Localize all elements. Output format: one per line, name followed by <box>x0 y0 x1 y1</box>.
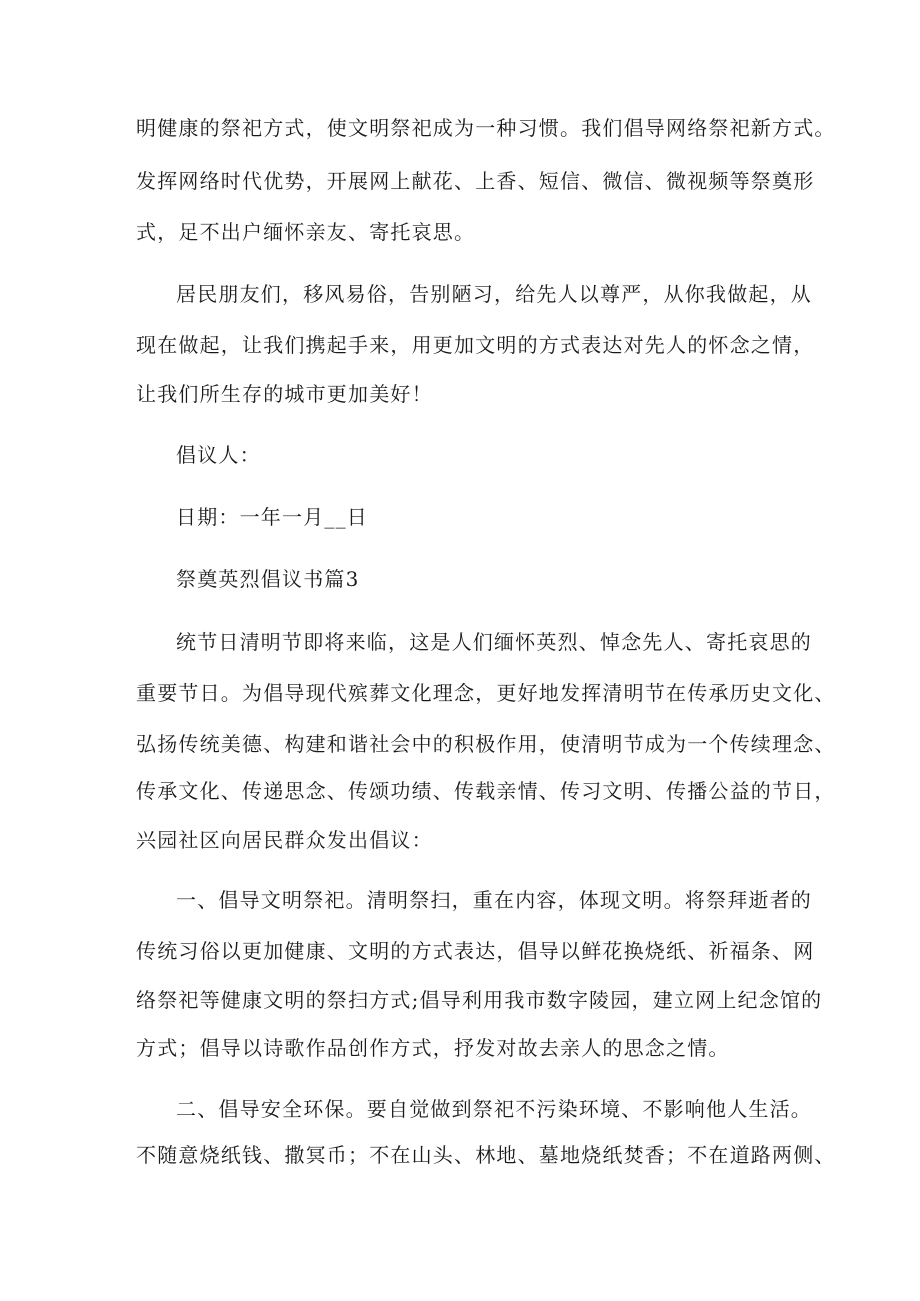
text-line: 络祭祀等健康文明的祭扫方式;倡导利用我市数字陵园，建立网上纪念馆的 <box>136 988 823 1012</box>
text-line: 现在做起，让我们携起手来，用更加文明的方式表达对先人的怀念之情， <box>136 333 815 357</box>
text-line: 不随意烧纸钱、撒冥币；不在山头、林地、墓地烧纸焚香；不在道路两侧、 <box>136 1143 836 1167</box>
text-line: 居民朋友们，移风易俗，告别陋习，给先人以尊严，从你我做起，从 <box>176 282 812 306</box>
text-line: 明健康的祭祀方式，使文明祭祀成为一种习惯。我们倡导网络祭祀新方式。 <box>136 116 836 140</box>
text-line: 弘扬传统美德、构建和谐社会中的积极作用，使清明节成为一个传续理念、 <box>136 732 836 756</box>
text-line: 统节日清明节即将来临，这是人们缅怀英烈、悼念先人、寄托哀思的 <box>176 630 812 654</box>
text-line: 让我们所生存的城市更加美好！ <box>136 382 433 406</box>
text-line: 传承文化、传递思念、传颂功绩、传载亲情、传习文明、传播公益的节日， <box>136 779 836 803</box>
text-line: 发挥网络时代优势，开展网上献花、上香、短信、微信、微视频等祭奠形 <box>136 169 815 193</box>
text-line: 方式；倡导以诗歌作品创作方式，抒发对故去亲人的思念之情。 <box>136 1036 730 1060</box>
text-line: 重要节日。为倡导现代殡葬文化理念，更好地发挥清明节在传承历史文化、 <box>136 681 836 705</box>
text-line: 兴园社区向居民群众发出倡议： <box>136 828 433 852</box>
text-line: 一、倡导文明祭祀。清明祭扫，重在内容，体现文明。将祭拜逝者的 <box>176 888 812 912</box>
date-line: 日期：一年一月__日 <box>176 505 368 529</box>
text-line: 传统习俗以更加健康、文明的方式表达，倡导以鲜花换烧纸、祈福条、网 <box>136 939 815 963</box>
text-line: 二、倡导安全环保。要自觉做到祭祀不污染环境、不影响他人生活。 <box>176 1097 812 1121</box>
text-line: 式，足不出户缅怀亲友、寄托哀思。 <box>136 220 476 244</box>
section-heading: 祭奠英烈倡议书篇3 <box>176 567 360 591</box>
signatory-label: 倡议人： <box>176 443 261 467</box>
